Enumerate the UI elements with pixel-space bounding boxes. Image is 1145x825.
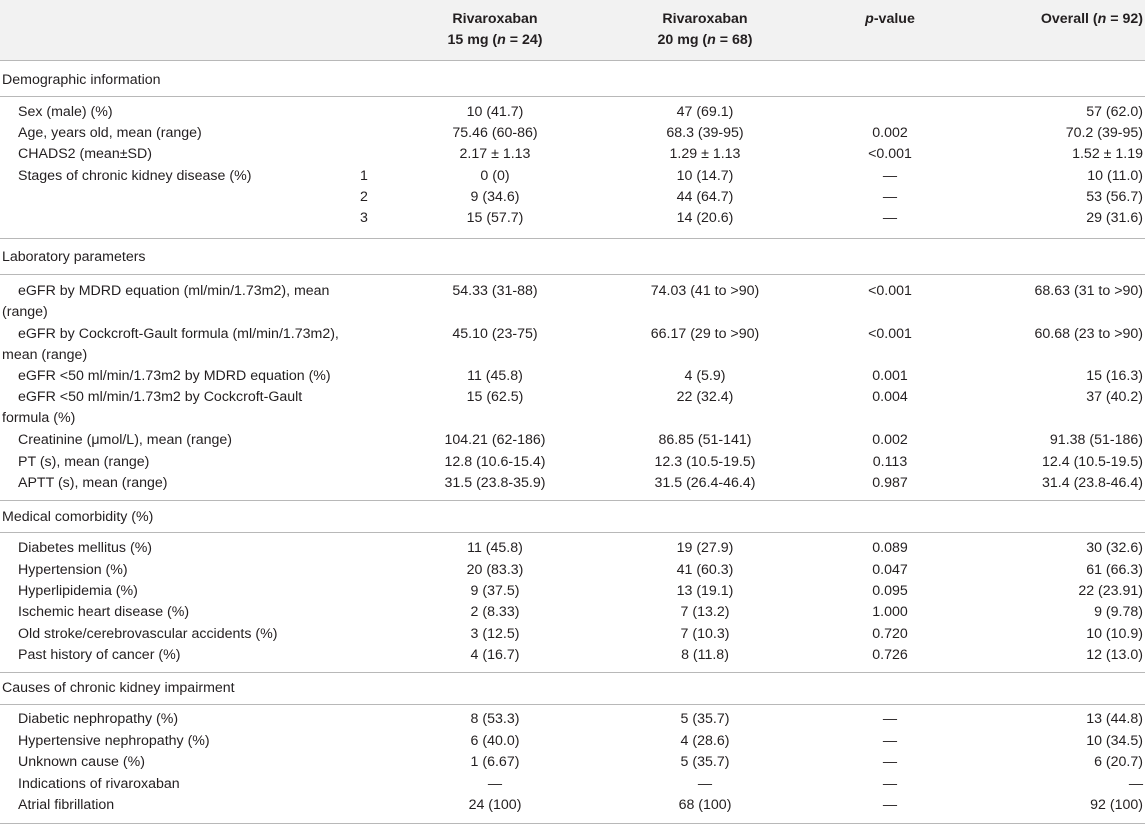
value-15mg: 9 (34.6) xyxy=(470,189,520,205)
value-20mg: 86.85 (51-141) xyxy=(658,432,752,448)
value-20mg: 44 (64.7) xyxy=(676,189,734,205)
value-20mg: 7 (10.3) xyxy=(680,626,730,642)
row-label: Atrial fibrillation xyxy=(18,797,115,813)
p-value: 0.726 xyxy=(872,647,908,663)
p-value: 0.002 xyxy=(872,125,908,141)
p-value: 0.113 xyxy=(872,454,908,470)
value-overall: 1.52 ± 1.19 xyxy=(1072,146,1143,162)
value-15mg: 2 (8.33) xyxy=(470,604,520,620)
value-overall: 31.4 (23.8-46.4) xyxy=(1042,475,1143,491)
section-title: Causes of chronic kidney impairment xyxy=(2,680,235,696)
value-20mg: 14 (20.6) xyxy=(676,210,734,226)
row-label: Past history of cancer (%) xyxy=(18,647,181,663)
section-divider xyxy=(0,274,1145,275)
col-header-overall: Overall (n = 92) xyxy=(1040,11,1143,27)
p-value: — xyxy=(882,754,898,770)
value-15mg: 0 (0) xyxy=(480,168,510,184)
value-20mg: 74.03 (41 to >90) xyxy=(650,283,760,299)
value-15mg: 2.17 ± 1.13 xyxy=(459,146,531,162)
section-divider xyxy=(0,532,1145,533)
p-value: 0.089 xyxy=(872,540,908,556)
value-20mg: 41 (60.3) xyxy=(676,562,734,578)
value-overall: 6 (20.7) xyxy=(1094,754,1143,770)
value-15mg: 9 (37.5) xyxy=(470,583,520,599)
value-overall: 15 (16.3) xyxy=(1086,368,1143,384)
p-value: — xyxy=(882,168,898,184)
value-20mg: 68 (100) xyxy=(678,797,732,813)
value-20mg: 13 (19.1) xyxy=(676,583,734,599)
col-header-p-value: p-value xyxy=(865,11,915,27)
value-overall: 10 (11.0) xyxy=(1087,168,1143,184)
row-label: eGFR <50 ml/min/1.73m2 by MDRD equation (%) xyxy=(18,368,331,384)
p-value: <0.001 xyxy=(868,326,912,342)
value-overall: 22 (23.91) xyxy=(1078,583,1143,599)
value-overall: 29 (31.6) xyxy=(1086,210,1143,226)
p-value: 0.095 xyxy=(872,583,908,599)
p-value: — xyxy=(882,210,898,226)
value-15mg: 45.10 (23-75) xyxy=(452,326,538,342)
value-15mg: 20 (83.3) xyxy=(466,562,524,578)
value-overall: 30 (32.6) xyxy=(1086,540,1143,556)
col-header-20mg: Rivaroxaban 20 mg (n = 68) xyxy=(657,11,753,48)
col-header-15mg: Rivaroxaban 15 mg (n = 24) xyxy=(447,11,543,48)
value-15mg: 11 (45.8) xyxy=(467,540,523,556)
value-15mg: — xyxy=(487,776,503,792)
row-label: Age, years old, mean (range) xyxy=(18,125,202,141)
value-20mg: 8 (11.8) xyxy=(681,647,729,663)
header-divider xyxy=(0,60,1145,61)
value-15mg: 15 (57.7) xyxy=(466,210,524,226)
p-value: — xyxy=(882,189,898,205)
p-value: 0.001 xyxy=(872,368,908,384)
section-divider xyxy=(0,96,1145,97)
row-label: eGFR <50 ml/min/1.73m2 by Cockcroft-Gault formula (%) xyxy=(2,389,303,427)
stage-value: 2 xyxy=(360,189,368,205)
value-15mg: 1 (6.67) xyxy=(470,754,520,770)
value-20mg: 31.5 (26.4-46.4) xyxy=(654,475,756,491)
table-bottom-border xyxy=(0,823,1145,824)
section-end-divider xyxy=(0,672,1145,673)
value-15mg: 31.5 (23.8-35.9) xyxy=(444,475,546,491)
row-label: Creatinine (μmol/L), mean (range) xyxy=(18,432,232,448)
value-overall: 57 (62.0) xyxy=(1086,104,1143,120)
value-15mg: 11 (45.8) xyxy=(467,368,523,384)
value-overall: 37 (40.2) xyxy=(1086,389,1143,405)
value-15mg: 8 (53.3) xyxy=(470,711,520,727)
row-label: eGFR by MDRD equation (ml/min/1.73m2), mean (range) xyxy=(2,283,330,321)
section-title: Demographic information xyxy=(2,72,161,88)
value-20mg: 66.17 (29 to >90) xyxy=(650,326,760,342)
p-value: 0.002 xyxy=(872,432,908,448)
section-title: Medical comorbidity (%) xyxy=(2,509,154,525)
p-value: 0.720 xyxy=(872,626,908,642)
stage-value: 1 xyxy=(360,168,368,184)
value-15mg: 4 (16.7) xyxy=(470,647,520,663)
row-label: APTT (s), mean (range) xyxy=(18,475,168,491)
value-20mg: 68.3 (39-95) xyxy=(666,125,744,141)
value-overall: 53 (56.7) xyxy=(1086,189,1143,205)
value-20mg: 7 (13.2) xyxy=(680,604,730,620)
row-label: Indications of rivaroxaban xyxy=(18,776,180,792)
section-title: Laboratory parameters xyxy=(2,249,146,265)
row-label: Old stroke/cerebrovascular accidents (%) xyxy=(18,626,278,642)
value-20mg: 5 (35.7) xyxy=(680,754,730,770)
value-20mg: 4 (28.6) xyxy=(680,733,730,749)
value-overall: 13 (44.8) xyxy=(1086,711,1143,727)
value-overall: 12 (13.0) xyxy=(1086,647,1143,663)
value-overall: 12.4 (10.5-19.5) xyxy=(1042,454,1143,470)
value-overall: 70.2 (39-95) xyxy=(1065,125,1143,141)
p-value: — xyxy=(882,776,898,792)
section-end-divider xyxy=(0,238,1145,239)
value-15mg: 104.21 (62-186) xyxy=(444,432,546,448)
section-divider xyxy=(0,704,1145,705)
value-overall: 9 (9.78) xyxy=(1094,604,1143,620)
row-label: Ischemic heart disease (%) xyxy=(18,604,190,620)
value-15mg: 24 (100) xyxy=(468,797,522,813)
row-label: Hyperlipidemia (%) xyxy=(18,583,138,599)
stage-value: 3 xyxy=(360,210,368,226)
row-label: Unknown cause (%) xyxy=(18,754,145,770)
row-label: PT (s), mean (range) xyxy=(18,454,150,470)
value-15mg: 3 (12.5) xyxy=(470,626,520,642)
value-20mg: 12.3 (10.5-19.5) xyxy=(654,454,756,470)
value-overall: 91.38 (51-186) xyxy=(1049,432,1143,448)
p-value: <0.001 xyxy=(868,283,912,299)
value-overall: 92 (100) xyxy=(1090,797,1143,813)
value-15mg: 12.8 (10.6-15.4) xyxy=(444,454,546,470)
row-label: Hypertensive nephropathy (%) xyxy=(18,733,210,749)
value-20mg: 47 (69.1) xyxy=(676,104,734,120)
row-label: Diabetic nephropathy (%) xyxy=(18,711,179,727)
value-overall: 60.68 (23 to >90) xyxy=(1034,326,1143,342)
row-label: eGFR by Cockcroft-Gault formula (ml/min/1.73m2), mean (range) xyxy=(2,326,339,364)
row-label: Sex (male) (%) xyxy=(18,104,113,120)
value-20mg: 5 (35.7) xyxy=(680,711,730,727)
p-value: — xyxy=(882,711,898,727)
p-value: 0.047 xyxy=(872,562,908,578)
row-label: Diabetes mellitus (%) xyxy=(18,540,153,556)
value-20mg: 1.29 ± 1.13 xyxy=(669,146,741,162)
value-20mg: — xyxy=(697,776,713,792)
value-overall: 10 (34.5) xyxy=(1086,733,1143,749)
row-label: Stages of chronic kidney disease (%) xyxy=(18,168,252,184)
value-15mg: 6 (40.0) xyxy=(470,733,520,749)
p-value: <0.001 xyxy=(868,146,912,162)
row-label: Hypertension (%) xyxy=(18,562,128,578)
value-overall: 10 (10.9) xyxy=(1086,626,1143,642)
p-value: 0.004 xyxy=(872,389,908,405)
row-label: CHADS2 (mean±SD) xyxy=(18,146,152,162)
value-overall: 68.63 (31 to >90) xyxy=(1034,283,1143,299)
value-overall: 61 (66.3) xyxy=(1086,562,1143,578)
value-20mg: 10 (14.7) xyxy=(676,168,734,184)
value-overall: — xyxy=(1128,776,1143,792)
value-15mg: 10 (41.7) xyxy=(466,104,524,120)
value-15mg: 75.46 (60-86) xyxy=(452,125,538,141)
p-value: — xyxy=(882,797,898,813)
value-15mg: 15 (62.5) xyxy=(466,389,524,405)
p-value: — xyxy=(882,733,898,749)
p-value: 1.000 xyxy=(872,604,908,620)
section-end-divider xyxy=(0,500,1145,501)
p-value: 0.987 xyxy=(872,475,908,491)
value-20mg: 19 (27.9) xyxy=(676,540,734,556)
value-20mg: 4 (5.9) xyxy=(684,368,726,384)
value-20mg: 22 (32.4) xyxy=(676,389,734,405)
value-15mg: 54.33 (31-88) xyxy=(452,283,538,299)
